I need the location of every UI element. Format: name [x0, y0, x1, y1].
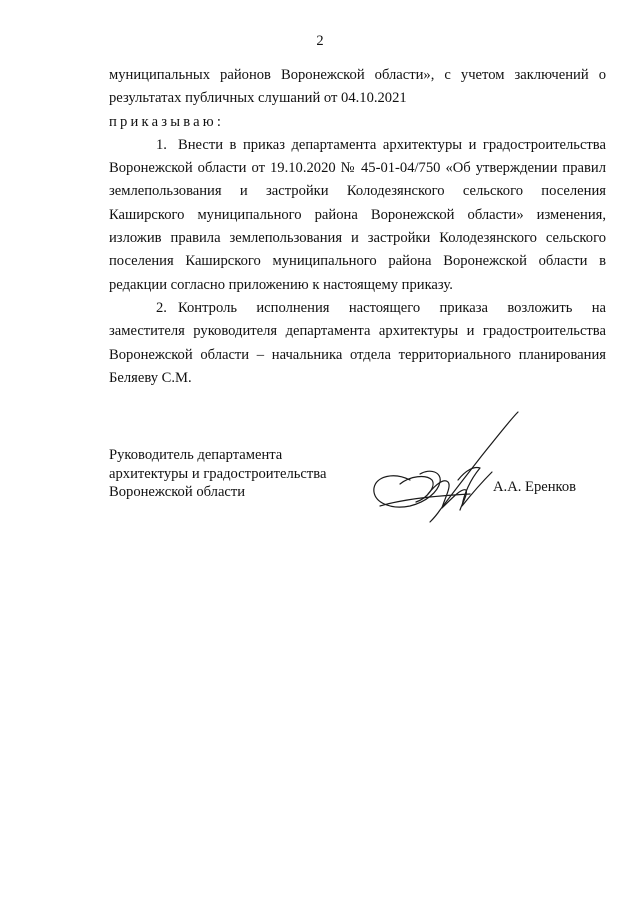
intro-line-2: результатах публичных слушаний от 04.10.2021 [109, 90, 407, 107]
signer-name: А.А. Еренков [493, 479, 577, 495]
item1-number: 1. [156, 136, 167, 153]
item2-number: 2. [156, 299, 167, 316]
signer-position-line-2: архитектуры и градостроительства [109, 465, 327, 482]
page-number: 2 [316, 33, 324, 49]
item2-line-1 [109, 297, 606, 320]
item2-line-3: Воронежской области – начальника отдела территориального планирования [109, 346, 606, 363]
item1-line-6: поселения Каширского муниципального района Воронежской области в [109, 253, 606, 270]
item2-line-4: Беляеву С.М. [109, 369, 192, 386]
order-body [109, 64, 606, 390]
signer-position-line-3: Воронежской области [109, 484, 246, 501]
item1-line-1 [109, 134, 606, 157]
item1-line-4: Каширского муниципального района Воронежской области» изменения, [109, 206, 606, 223]
item2-first-text: Контроль исполнения настоящего приказа возложить на [178, 299, 606, 316]
signer-position-line-1: Руководитель департамента [109, 447, 283, 463]
item1-line-2: Воронежской области от 19.10.2020 № 45-01-04/750 «Об утверждении правил [109, 160, 606, 177]
item1-line-5: изложив правила землепользования и застройки Колодезянского сельского [109, 230, 606, 247]
intro-line-1: муниципальных районов Воронежской области», с учетом заключений о [109, 67, 606, 83]
item1-line-3: землепользования и застройки Колодезянского сельского поселения [109, 183, 606, 200]
item1-first-text: Внести в приказ департамента архитектуры и градостроительства [178, 136, 606, 153]
item2-line-2: заместителя руководителя департамента архитектуры и градостроительства [109, 323, 606, 340]
order-keyword: приказываю: [109, 113, 225, 130]
handwritten-signature [370, 410, 530, 525]
item1-line-7: редакции согласно приложению к настоящему приказу. [109, 276, 453, 293]
signer-position [109, 446, 369, 502]
